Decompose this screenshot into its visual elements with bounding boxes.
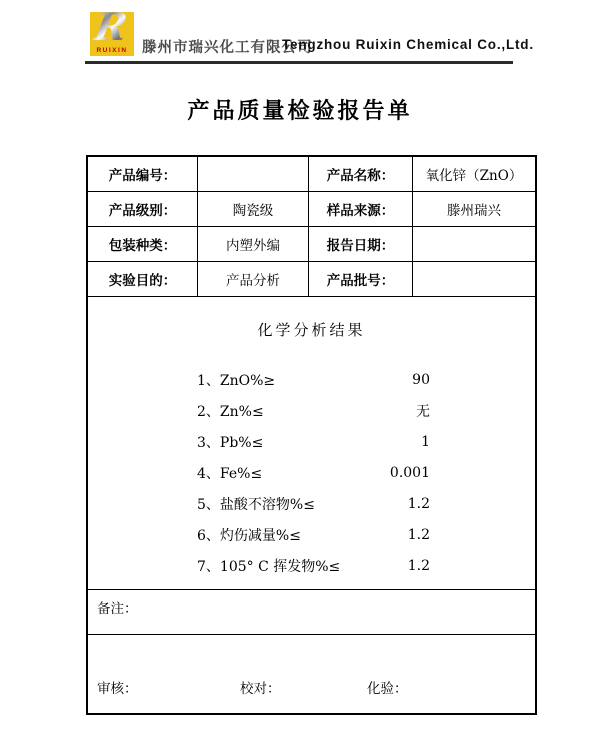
analysis-item-2	[88, 395, 535, 426]
value-batch-number	[412, 262, 535, 296]
analysis-item-6	[88, 519, 535, 550]
value-packaging-type: 内塑外编	[197, 227, 309, 261]
analysis-value: 0.001	[389, 464, 430, 481]
analysis-label: 4、Fe%≤	[197, 465, 263, 482]
header-divider	[85, 61, 513, 64]
value-report-date	[412, 227, 535, 261]
remarks-label: 备注：	[97, 601, 138, 617]
analysis-value: 1	[421, 433, 430, 450]
analysis-value: 90	[412, 371, 430, 388]
page-title: 产品质量检验报告单	[187, 98, 413, 123]
analysis-label: 2、Zn%≤	[197, 403, 264, 420]
company-name-cn: 滕州市瑞兴化工有限公司	[142, 40, 313, 56]
remarks-row	[88, 590, 535, 635]
analysis-label: 5、盐酸不溶物%≤	[197, 496, 315, 513]
analysis-heading: 化学分析结果	[257, 321, 366, 339]
label-batch-number: 产品批号：	[326, 273, 395, 288]
value-product-code	[197, 157, 309, 191]
analysis-value: 1.2	[407, 557, 430, 574]
analysis-label: 3、Pb%≤	[197, 434, 264, 451]
value-product-grade: 陶瓷级	[197, 192, 309, 226]
info-row-product	[88, 157, 535, 192]
tester-label: 化验：	[367, 681, 408, 697]
info-row-packaging	[88, 227, 535, 262]
label-product-code: 产品编号：	[108, 168, 177, 183]
analysis-item-4	[88, 457, 535, 488]
label-product-name: 产品名称：	[326, 168, 395, 183]
reviewer-label: 审核：	[97, 681, 138, 697]
value-product-name: 氧化锌（ZnO）	[412, 157, 535, 191]
analysis-item-3	[88, 426, 535, 457]
label-packaging-type: 包装种类：	[108, 238, 177, 253]
logo-r-icon: R	[91, 4, 131, 49]
analysis-items	[88, 364, 535, 581]
analysis-item-1	[88, 364, 535, 395]
info-row-grade	[88, 192, 535, 227]
proofreader-label: 校对：	[240, 681, 281, 697]
analysis-section	[88, 297, 535, 590]
analysis-value: 无	[416, 403, 430, 420]
report-table	[86, 155, 537, 715]
analysis-label: 7、105° C 挥发物%≤	[197, 558, 341, 575]
logo-brand-text: RUIXIN	[96, 47, 128, 54]
analysis-value: 1.2	[407, 495, 430, 512]
company-name-en: Tengzhou Ruixin Chemical Co.,Ltd.	[282, 37, 534, 52]
label-report-date: 报告日期：	[326, 238, 395, 253]
analysis-item-5	[88, 488, 535, 519]
label-sample-source: 样品来源：	[326, 203, 395, 218]
analysis-label: 1、ZnO%≥	[197, 372, 276, 389]
analysis-item-7	[88, 550, 535, 581]
info-row-purpose	[88, 262, 535, 297]
label-product-grade: 产品级别：	[108, 203, 177, 218]
signature-row	[88, 635, 535, 713]
label-test-purpose: 实验目的：	[108, 273, 177, 288]
company-logo	[90, 4, 134, 56]
analysis-value: 1.2	[407, 526, 430, 543]
value-test-purpose: 产品分析	[197, 262, 309, 296]
value-sample-source: 滕州瑞兴	[412, 192, 535, 226]
analysis-label: 6、灼伤减量%≤	[197, 527, 301, 544]
